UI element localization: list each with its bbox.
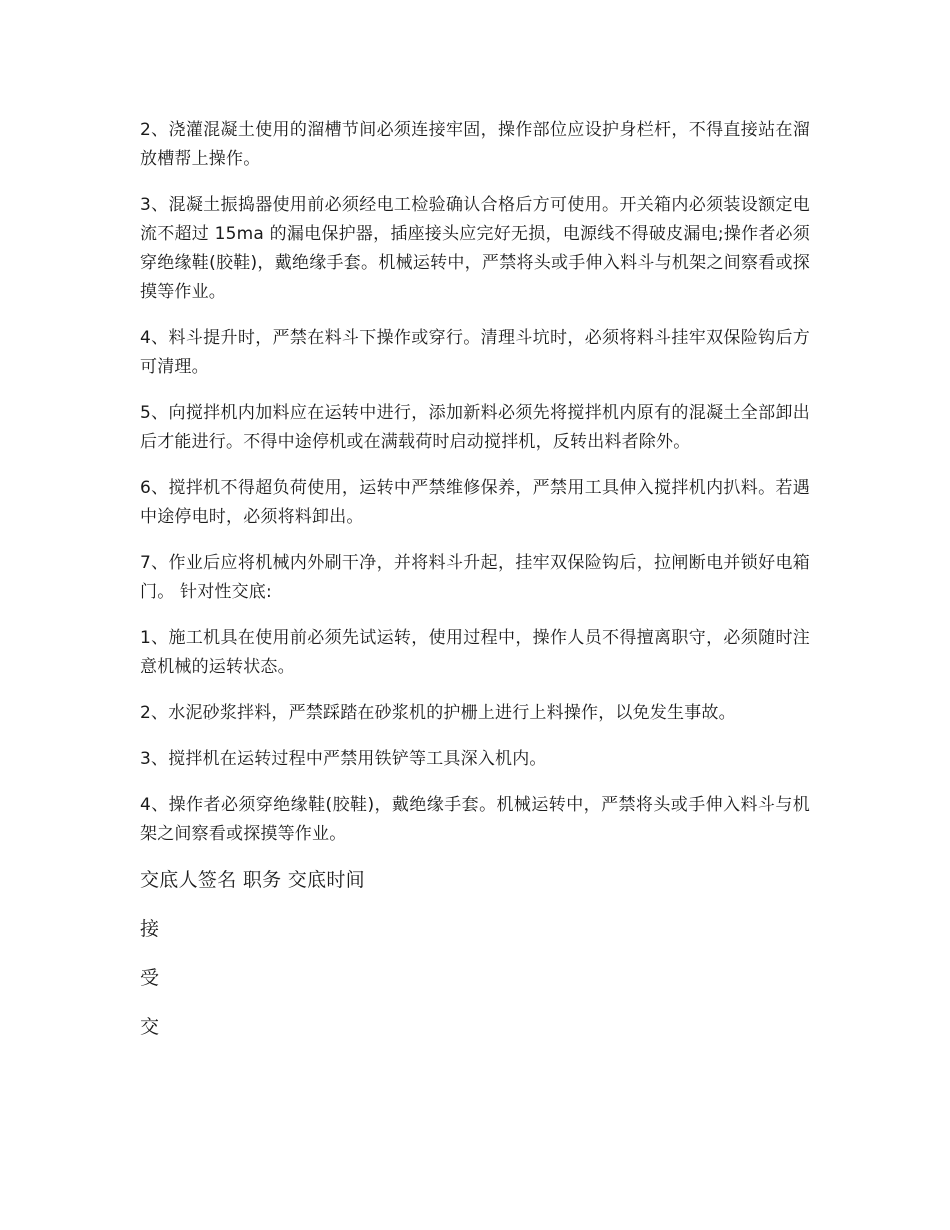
paragraph-targeted-3: 3、搅拌机在运转过程中严禁用铁铲等工具深入机内。 — [140, 749, 547, 769]
paragraph-targeted-1: 1、施工机具在使用前必须先试运转，使用过程中，操作人员不得擅离职守，必须随时注意机械的运转状态。 — [140, 628, 810, 677]
signature-line: 交底人签名 职务 交底时间 — [140, 869, 365, 891]
paragraph-safety-6: 6、搅拌机不得超负荷使用，运转中严禁维修保养，严禁用工具伸入搅拌机内扒料。若遇中途停电时，必须将料卸出。 — [140, 478, 810, 527]
paragraph-safety-7: 7、作业后应将机械内外刷干净，并将料斗升起，挂牢双保险钩后，拉闸断电并锁好电箱门。 针对性交底: — [140, 553, 810, 602]
paragraph-safety-3: 3、混凝土振捣器使用前必须经电工检验确认合格后方可使用。开关箱内必须装设额定电流不超过 15ma 的漏电保护器，插座接头应完好无损，电源线不得破皮漏电;操作者必须穿绝缘鞋(胶鞋)，戴绝缘手套。机械运转中，严禁将头或手伸入料斗与机架之间察看或探摸等作业。 — [140, 195, 810, 302]
receiver-char-1: 接 — [140, 918, 160, 940]
document-body — [140, 116, 810, 1042]
paragraph-safety-5: 5、向搅拌机内加料应在运转中进行，添加新料必须先将搅拌机内原有的混凝土全部卸出后才能进行。不得中途停机或在满载荷时启动搅拌机，反转出料者除外。 — [140, 403, 810, 452]
receiver-char-3: 交 — [140, 1016, 160, 1038]
paragraph-targeted-2: 2、水泥砂浆拌料，严禁踩踏在砂浆机的护栅上进行上料操作，以免发生事故。 — [140, 703, 736, 723]
receiver-char-2: 受 — [140, 967, 160, 989]
paragraph-safety-4: 4、料斗提升时，严禁在料斗下操作或穿行。清理斗坑时，必须将料斗挂牢双保险钩后方可清理。 — [140, 328, 810, 377]
paragraph-safety-2: 2、浇灌混凝土使用的溜槽节间必须连接牢固，操作部位应设护身栏杆，不得直接站在溜放槽帮上操作。 — [140, 120, 810, 169]
paragraph-targeted-4: 4、操作者必须穿绝缘鞋(胶鞋)，戴绝缘手套。机械运转中，严禁将头或手伸入料斗与机架之间察看或探摸等作业。 — [140, 795, 810, 844]
